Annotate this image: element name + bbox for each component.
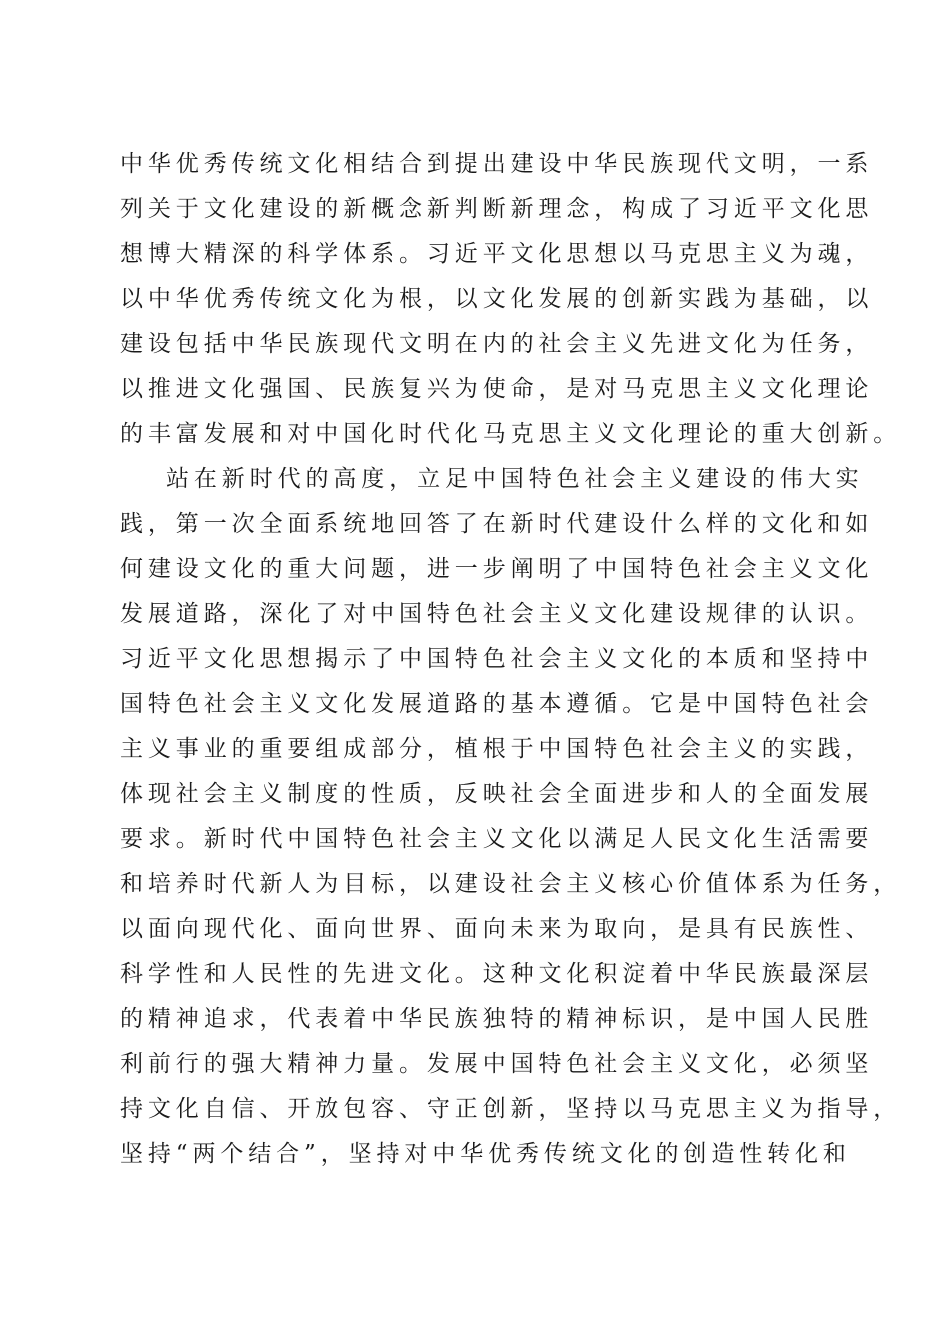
text-line: 以面向现代化、面向世界、面向未来为取向，是具有民族性、 bbox=[120, 916, 874, 942]
text-line: 坚持“两个结合”，坚持对中华优秀传统文化的创造性转化和 bbox=[120, 1141, 851, 1167]
text-line: 和培养时代新人为目标，以建设社会主义核心价值体系为任务， bbox=[120, 871, 902, 897]
paragraph-first-line: 站在新时代的高度，立足中国特色社会主义建设的伟大实 bbox=[166, 466, 864, 492]
body-text bbox=[120, 142, 902, 1177]
text-line: 何建设文化的重大问题，进一步阐明了中国特色社会主义文化 bbox=[120, 556, 874, 582]
text-line: 想博大精深的科学体系。习近平文化思想以马克思主义为魂， bbox=[120, 241, 874, 267]
text-line: 要求。新时代中国特色社会主义文化以满足人民文化生活需要 bbox=[120, 826, 874, 852]
text-line: 持文化自信、开放包容、守正创新，坚持以马克思主义为指导， bbox=[120, 1096, 902, 1122]
text-line: 践，第一次全面系统地回答了在新时代建设什么样的文化和如 bbox=[120, 511, 874, 537]
text-line: 利前行的强大精神力量。发展中国特色社会主义文化，必须坚 bbox=[120, 1051, 874, 1077]
text-line: 习近平文化思想揭示了中国特色社会主义文化的本质和坚持中 bbox=[120, 646, 874, 672]
text-line: 体现社会主义制度的性质，反映社会全面进步和人的全面发展 bbox=[120, 781, 874, 807]
text-line: 国特色社会主义文化发展道路的基本遵循。它是中国特色社会 bbox=[120, 691, 874, 717]
text-line: 列关于文化建设的新概念新判断新理念，构成了习近平文化思 bbox=[120, 196, 874, 222]
text-line: 中华优秀传统文化相结合到提出建设中华民族现代文明，一系 bbox=[120, 151, 874, 177]
text-line: 科学性和人民性的先进文化。这种文化积淀着中华民族最深层 bbox=[120, 961, 874, 987]
text-line: 主义事业的重要组成部分，植根于中国特色社会主义的实践， bbox=[120, 736, 874, 762]
text-line: 发展道路，深化了对中国特色社会主义文化建设规律的认识。 bbox=[120, 601, 874, 627]
text-line: 以中华优秀传统文化为根，以文化发展的创新实践为基础，以 bbox=[120, 286, 874, 312]
text-line: 建设包括中华民族现代文明在内的社会主义先进文化为任务， bbox=[120, 331, 874, 357]
text-line: 的丰富发展和对中国化时代化马克思主义文化理论的重大创新。 bbox=[120, 421, 902, 447]
text-line: 的精神追求，代表着中华民族独特的精神标识，是中国人民胜 bbox=[120, 1006, 874, 1032]
text-line: 以推进文化强国、民族复兴为使命，是对马克思主义文化理论 bbox=[120, 376, 874, 402]
